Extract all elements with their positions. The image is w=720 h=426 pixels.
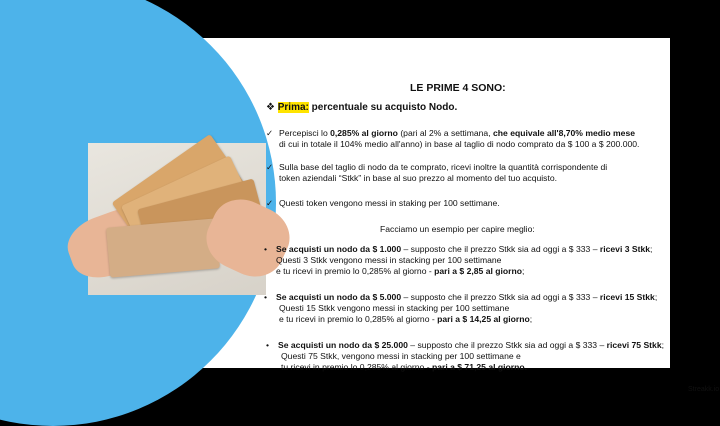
diamond-bullet-icon: ❖ [266,102,275,113]
check-item-2-line-2: token aziendali “Stkk” in base al suo prezzo al momento del tuo acquisto. [279,173,558,183]
check-item-2-line-1: Sulla base del taglio di nodo da te comprato, ricevi inoltre la quantità corrispondente di [279,162,608,172]
example-2-line-3: e tu ricevi in premio lo 0,285% al giorno - pari a $ 14,25 al giorno; [279,314,533,324]
check-mark-icon: ✓ [266,128,274,138]
example-3-line-1: Se acquisti un nodo da $ 25.000 – supposto che il prezzo Stkk sia ad oggi a $ 333 – ricevi 75 Stkk; [278,340,664,350]
bullet-icon: • [266,340,270,350]
check-mark-icon: ✓ [266,198,274,208]
example-1-line-3: e tu ricevi in premio lo 0,285% al giorno - pari a $ 2,85 al giorno; [276,266,525,276]
example-3-line-2: Questi 75 Stkk, vengono messi in stacking per 100 settimane e [281,351,521,361]
example-intro: Facciamo un esempio per capire meglio: [380,224,535,234]
banknote-50-euro [106,218,220,277]
bullet-icon: • [264,244,268,254]
example-1-line-2: Questi 3 Stkk vengono messi in stacking per 100 settimane [276,255,502,265]
check-item-1-line-2: di cui in totale il 104% medio all'anno) in base al taglio di nodo comprato da $ 100 a $ 200.000. [279,139,640,149]
example-2-line-1: Se acquisti un nodo da $ 5.000 – supposto che il prezzo Stkk sia ad oggi a $ 333 – ricevi 15 Stkk; [276,292,658,302]
presentation-slide [76,38,720,393]
bullet-icon: • [264,292,268,302]
prima-label: Prima: [277,102,309,113]
check-mark-icon: ✓ [266,162,274,172]
example-1-line-1: Se acquisti un nodo da $ 1.000 – supposto che il prezzo Stkk sia ad oggi a $ 333 – ricevi 3 Stkk; [276,244,653,254]
check-item-3-line-1: Questi token vengono messi in staking per 100 settimane. [279,198,500,208]
euro-banknotes-photo [88,143,266,295]
footer-brand: Streakk.io [688,386,720,393]
prima-heading [266,102,457,114]
example-3-line-3: tu ricevi in premio lo 0,285% al giorno - pari a $ 71,25 al giorno. [281,362,528,372]
slide-title: LE PRIME 4 SONO: [410,82,506,94]
check-item-1-line-1: Percepisci lo 0,285% al giorno (pari al 2% a settimana, che equivale all'8,70% medio mese [279,128,636,138]
prima-text: percentuale su acquisto Nodo. [308,102,458,113]
example-2-line-2: Questi 15 Stkk vengono messi in stacking per 100 settimane [279,303,510,313]
